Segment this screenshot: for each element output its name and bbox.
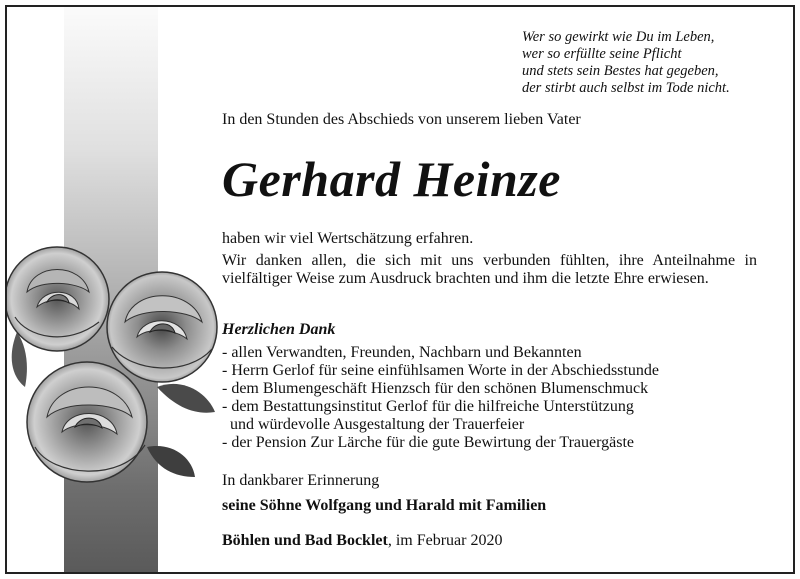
list-item: - der Pension Zur Lärche für die gute Bewirtung der Trauergäste [222, 434, 635, 451]
poem-line: wer so erfüllte seine Pflicht [522, 46, 682, 62]
paragraph-thanks: Wir danken allen, die sich mit uns verbunden fühlten, ihre Anteilnahme in vielfältiger Weise zum Ausdruck brachten und ihm die letzte Ehre erwiesen. [222, 252, 757, 287]
poem [522, 29, 782, 97]
list-item: - Herrn Gerlof für seine einfühlsamen Worte in der Abschiedsstunde [222, 362, 659, 379]
thanks-list [222, 344, 757, 452]
list-item: - dem Blumengeschäft Hienzsch für den schönen Blumenschmuck [222, 380, 649, 397]
closing-text: In dankbarer Erinnerung [222, 472, 380, 489]
poem-line: der stirbt auch selbst im Tode nicht. [522, 80, 730, 96]
signature: seine Söhne Wolfgang und Harald mit Familien [222, 497, 547, 514]
place-date [222, 532, 757, 550]
date: , im Februar 2020 [387, 532, 503, 549]
obituary-frame [5, 5, 795, 574]
list-item: und würdevolle Ausgestaltung der Trauerfeier [222, 416, 525, 433]
place: Böhlen und Bad Bocklet [222, 532, 388, 549]
intro-text: In den Stunden des Abschieds von unserem lieben Vater [222, 111, 581, 128]
paragraph-appreciation: haben wir viel Wertschätzung erfahren. [222, 230, 474, 247]
thanks-heading: Herzlichen Dank [222, 321, 336, 338]
list-item: - allen Verwandten, Freunden, Nachbarn und Bekannten [222, 344, 582, 361]
deceased-name: Gerhard Heinze [222, 151, 561, 207]
poem-line: und stets sein Bestes hat gegeben, [522, 63, 719, 79]
poem-line: Wer so gewirkt wie Du im Leben, [522, 29, 715, 45]
list-item: - dem Bestattungsinstitut Gerlof für die hilfreiche Unterstützung [222, 398, 634, 415]
roses-image [7, 237, 222, 507]
